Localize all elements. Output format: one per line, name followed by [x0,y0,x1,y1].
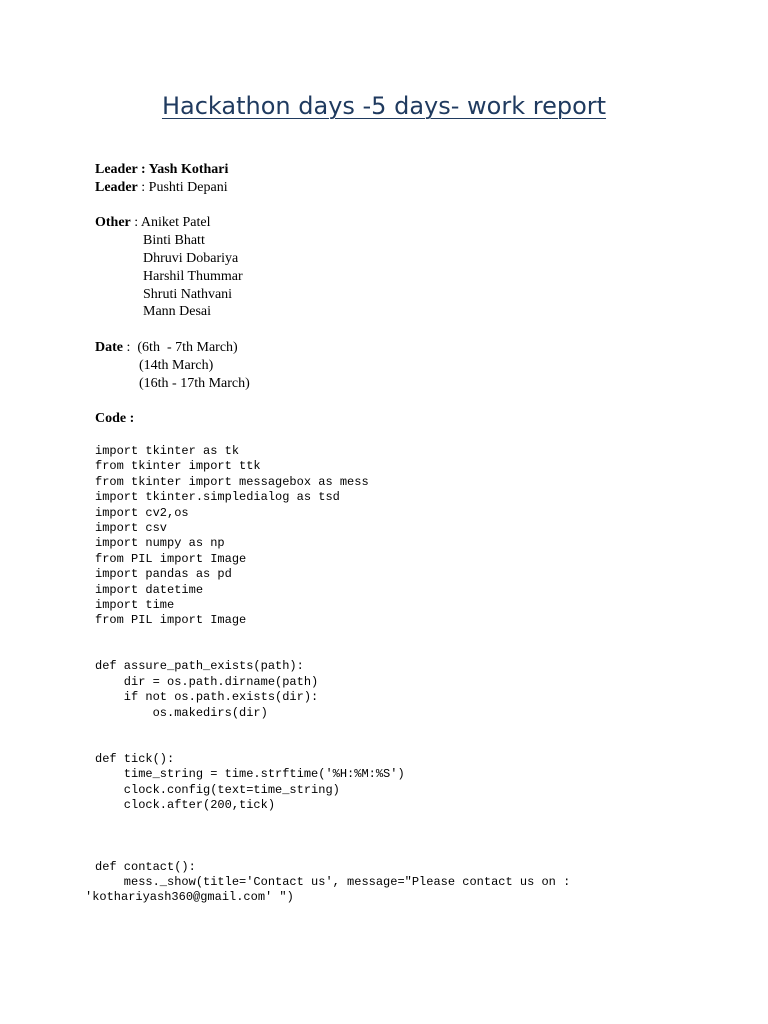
member-name: Harshil Thummar [143,268,243,284]
team-info [95,161,250,428]
code-line: import cv2,os [95,505,189,520]
other-separator: : [130,215,141,231]
code-line: import time [95,597,175,612]
member-name: Dhruvi Dobariya [143,250,239,266]
date-label: Date [95,339,123,355]
code-line: time_string = time.strftime('%H:%M:%S') [95,767,405,782]
member-name: Binti Bhatt [143,233,205,249]
code-line: from PIL import Image [95,551,247,566]
code-line [95,736,570,751]
code-line: import pandas as pd [95,567,232,582]
code-line: from tkinter import messagebox as mess [95,474,369,489]
code-block [85,444,571,906]
date-row [95,339,250,357]
code-line: import tkinter as tk [95,444,240,458]
code-line: mess._show(title='Contact us', message="Please contact us on : [95,874,571,889]
member-name: Shruti Nathvani [143,286,233,302]
code-line: import tkinter.simpledialog as tsd [95,490,340,505]
code-line: def contact(): [95,859,196,874]
code-line: 'kothariyash360@gmail.com' ") [85,890,294,905]
code-line: import csv [95,520,168,535]
leader-row [95,179,250,197]
date-entry: (16th - 17th March) [139,375,250,391]
code-line: def tick(): [95,751,175,766]
leader-separator: : [137,179,149,195]
code-line: import datetime [95,582,204,597]
other-label: Other [95,215,131,231]
code-line: if not os.path.exists(dir): [95,690,319,705]
leader-name: Pushti Depani [148,179,228,195]
date-separator: : [123,339,138,355]
leader-row [95,161,250,179]
code-line: dir = os.path.dirname(path) [95,674,319,689]
code-line [95,629,570,644]
member-name: Mann Desai [143,304,212,320]
code-line [95,829,570,844]
leader-name: Yash Kothari [148,162,229,177]
code-line: import numpy as np [95,536,225,551]
code-line [95,844,570,859]
other-row [95,214,250,232]
code-line: from tkinter import ttk [95,459,261,474]
date-entry: (6th - 7th March) [137,339,238,355]
date-entry: (14th March) [139,357,214,373]
code-line [95,813,570,828]
code-line [95,644,570,659]
code-heading [95,410,250,428]
member-name: Aniket Patel [140,215,211,231]
code-line: clock.config(text=time_string) [95,782,340,797]
page-title: Hackathon days -5 days- work report [161,92,607,120]
code-line: def assure_path_exists(path): [95,659,304,674]
code-label: Code : [95,411,135,427]
leader-label: Leader : [95,162,149,177]
leader-label: Leader [95,179,138,195]
code-line: from PIL import Image [95,613,247,628]
code-line: os.makedirs(dir) [95,705,268,720]
code-line [95,721,570,736]
code-line: clock.after(200,tick) [95,797,276,812]
